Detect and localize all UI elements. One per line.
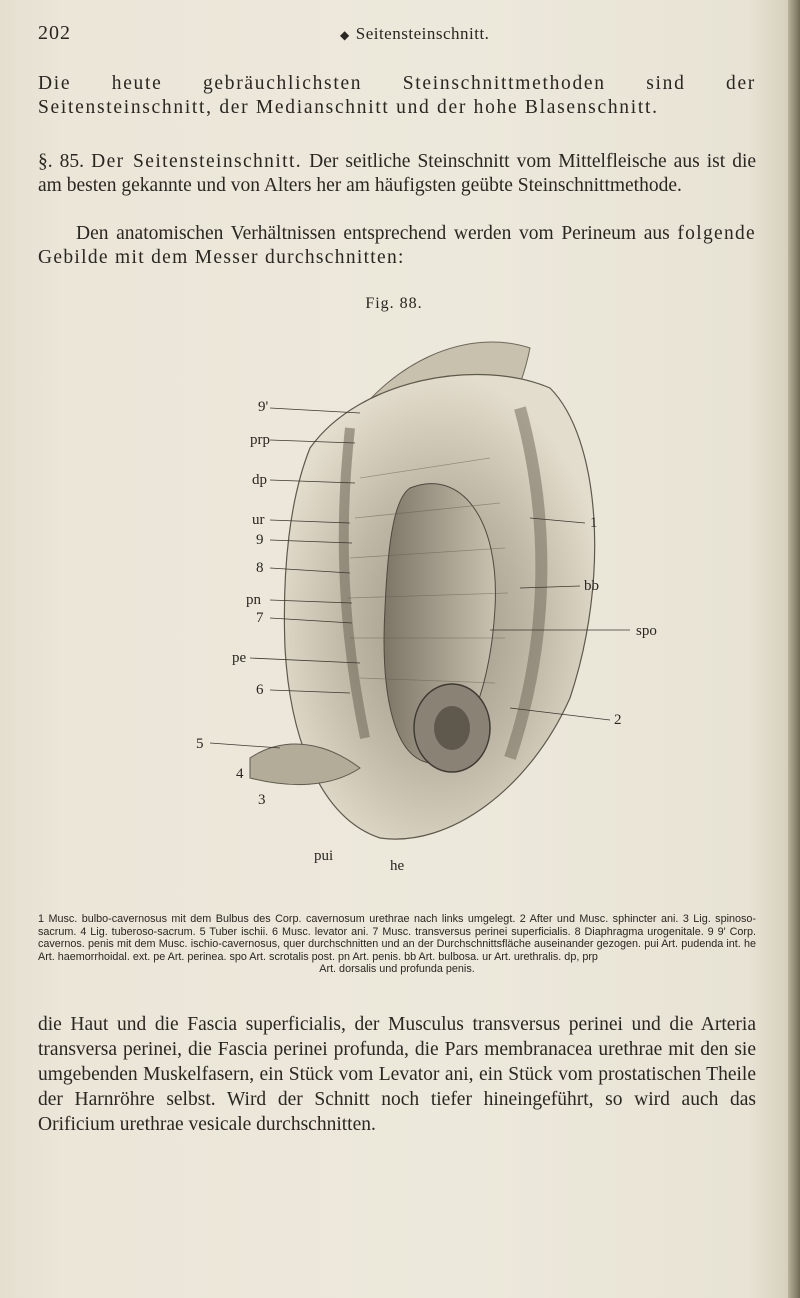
anatomy-spaced: folgende Gebilde mit dem Messer durchschnitten: — [38, 223, 757, 268]
anus-inner — [434, 706, 470, 750]
anatomy-lead: Den anatomischen Verhältnissen entsprechend werden vom Perineum aus — [76, 223, 670, 244]
label-3: 3 — [258, 792, 266, 808]
running-head-text: Seitensteinschnitt. — [355, 24, 490, 43]
caption-text: 1 Musc. bulbo-cavernosus mit dem Bulbus des Corp. cavernosum urethrae nach links umgelegt. 2 After und Musc. sphincter ani. 3 Lig. spinoso-sacrum. 4 Lig. tuberoso-sacrum. 5 Tuber ischii. 6 Musc. levator ani. 7 Musc. transversus perinei superficialis. 8 Diaphragma urogenitale. 9 9' Corp. cavernos. penis mit dem Musc. ischio-cavernosus, quer durchschnitten und an der Durchschnittsfläche auseinander gezogen. pui Art. pudenda int. he Art. haemorrhoidal. ext. pe Art. perinea. spo Art. scrotalis post. pn Art. penis. bb Art. bulbosa. ur Art. urethralis. dp, prp — [38, 913, 756, 963]
page-header — [0, 22, 788, 48]
label-dp: dp — [252, 472, 267, 488]
figure-title: Fig. 88. — [365, 295, 423, 312]
section-paragraph — [38, 150, 756, 198]
anatomical-figure — [190, 318, 670, 873]
label-bb: bb — [584, 578, 599, 594]
label-prp: prp — [250, 432, 270, 448]
label-pui: pui — [314, 848, 334, 864]
bullet-icon: ◆ — [340, 28, 350, 42]
section-number: §. 85. — [38, 151, 85, 172]
label-spo: spo — [636, 623, 657, 639]
intro-paragraph: Die heute gebräuchlichsten Steinschnittmethoden sind der Seitensteinschnitt, der Medianschnitt und der hohe Blasenschnitt. — [38, 73, 756, 118]
label-5: 5 — [196, 736, 204, 752]
section-title: Der Seitensteinschnitt. — [91, 151, 303, 172]
label-pe: pe — [232, 650, 247, 666]
label-7: 7 — [256, 610, 264, 626]
section-text: Der seitliche Steinschnitt vom Mittelfleische aus ist die am besten gekannte und von Alters her am häufigsten geübte Steinschnittmethode. — [38, 151, 757, 196]
body-paragraph: die Haut und die Fascia superficialis, der Musculus transversus perinei und die Arteria transversa perinei, die Fascia perinei profunda, die Pars membranacea urethrae mit den sie umgebenden Muskelfasern, ein Stück vom Levator ani, ein Stück vom prostatischen Theile der Harnröhre selbst. Wird der Schnitt noch tiefer hineingeführt, so wird auch das Orificium urethrae vesicale durchschnitten. — [38, 1014, 756, 1135]
label-pn: pn — [246, 592, 261, 608]
label-2: 2 — [614, 712, 622, 728]
label-he: he — [390, 858, 405, 873]
page-number: 202 — [38, 22, 71, 44]
running-head — [340, 24, 489, 44]
label-8: 8 — [256, 560, 264, 576]
page-edge — [788, 0, 800, 1298]
label-9: 9 — [256, 532, 264, 548]
anatomy-paragraph — [38, 222, 756, 270]
label-ur: ur — [252, 512, 265, 528]
label-9prime: 9' — [258, 399, 269, 415]
label-1: 1 — [590, 515, 598, 531]
caption-last-line: Art. dorsalis und profunda penis. — [319, 963, 475, 976]
label-6: 6 — [256, 682, 264, 698]
figure-caption — [38, 913, 756, 976]
label-4: 4 — [236, 766, 244, 782]
